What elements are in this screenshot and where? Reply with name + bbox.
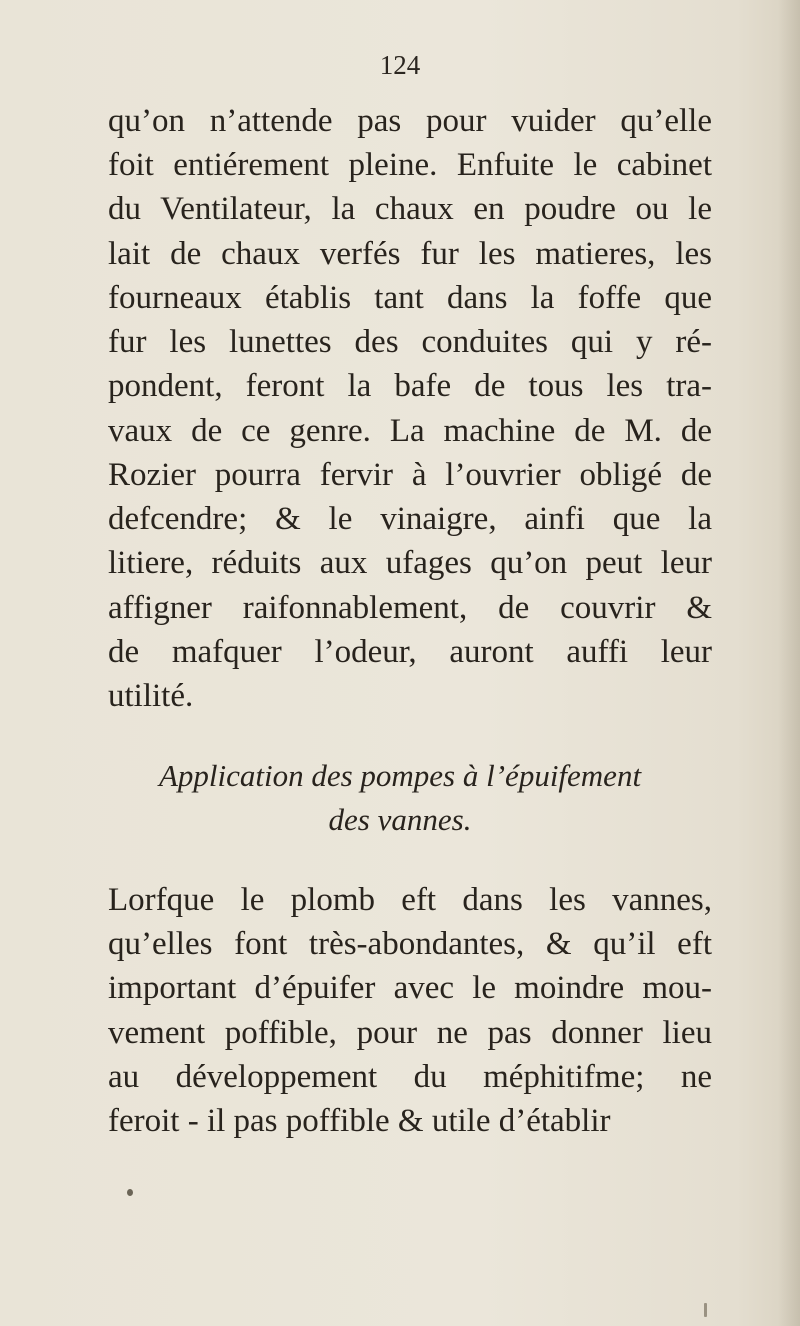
- page-number: 124: [379, 50, 421, 80]
- text-line: feroit - il pas poffible & utile d’établir: [108, 1103, 611, 1139]
- text-line: vaux de ce genre. La machine de M. de: [108, 413, 712, 449]
- ink-speck: [704, 1303, 707, 1317]
- text-line: qu’on n’attende pas pour vuider qu’elle: [108, 103, 712, 139]
- page-edge-shadow: [778, 0, 800, 1326]
- text-line: lait de chaux verfés fur les matieres, les: [108, 236, 712, 272]
- text-line: de mafquer l’odeur, auront auffi leur: [108, 634, 712, 670]
- text-line: vement poffible, pour ne pas donner lieu: [108, 1015, 712, 1051]
- text-line: fur les lunettes des conduites qui y ré-: [108, 324, 712, 360]
- heading-line: des vannes.: [328, 802, 472, 837]
- text-line: pondent, feront la bafe de tous les tra-: [108, 368, 712, 404]
- text-line: du Ventilateur, la chaux en poudre ou le: [108, 191, 712, 227]
- text-line: Rozier pourra fervir à l’ouvrier obligé de: [108, 457, 712, 493]
- text-line: utilité.: [108, 678, 194, 714]
- text-line: Lorfque le plomb eft dans les vannes,: [108, 882, 712, 918]
- text-line: au développement du méphitifme; ne: [108, 1059, 712, 1095]
- text-line: foit entiérement pleine. Enfuite le cabinet: [108, 147, 712, 183]
- heading-line: Application des pompes à l’épuifement: [158, 758, 642, 793]
- text-line: defcendre; & le vinaigre, ainfi que la: [108, 501, 712, 537]
- text-line: fourneaux établis tant dans la foffe que: [108, 280, 712, 316]
- text-line: important d’épuifer avec le moindre mou-: [108, 970, 712, 1006]
- text-line: litiere, réduits aux ufages qu’on peut leur: [108, 545, 712, 581]
- text-line: qu’elles font très-abondantes, & qu’il eft: [108, 926, 712, 962]
- ink-speck: [127, 1189, 133, 1196]
- text-line: affigner raifonnablement, de couvrir &: [108, 590, 712, 626]
